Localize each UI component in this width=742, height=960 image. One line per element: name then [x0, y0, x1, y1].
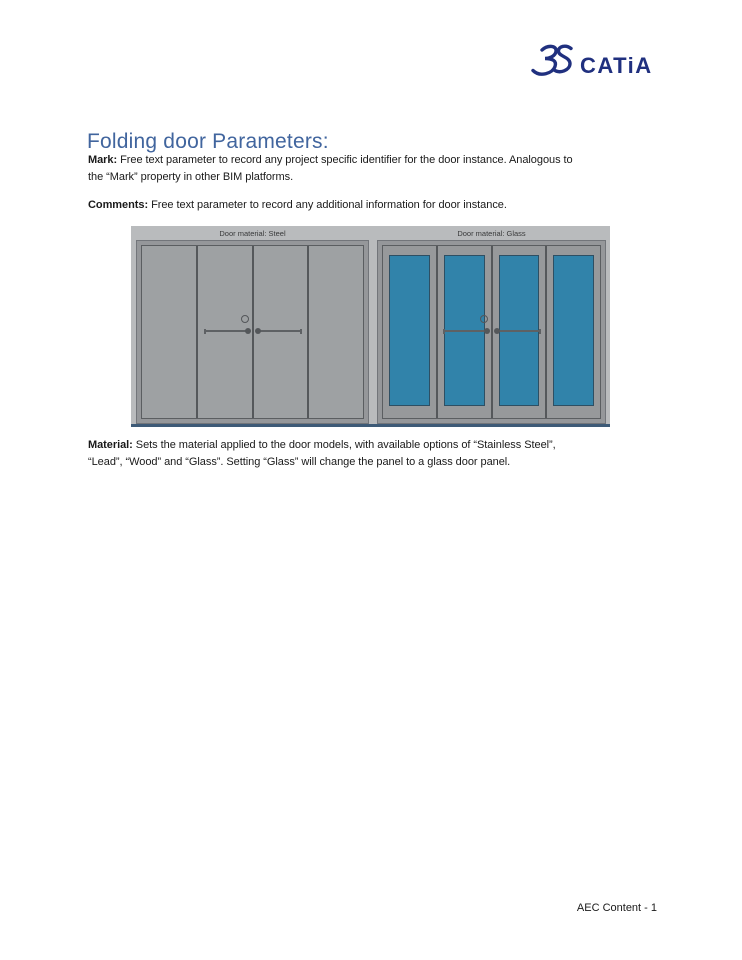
steel-door-panels [141, 245, 364, 419]
mark-text-line2: the “Mark” property in other BIM platforms. [88, 171, 294, 183]
door-panel [545, 246, 600, 418]
door-handle-icon [496, 330, 541, 332]
door-handle-icon [204, 330, 249, 332]
door-panel [383, 246, 436, 418]
paragraph-mark [88, 152, 573, 186]
paragraph-comments [88, 197, 507, 214]
door-comparison-figure [131, 226, 610, 427]
glass-door-caption: Door material: Glass [457, 229, 526, 238]
door-lock-knob-icon [241, 315, 249, 323]
comments-label: Comments: [88, 199, 149, 211]
door-handle-icon [257, 330, 302, 332]
comments-text: Free text parameter to record any additional information for door instance. [148, 199, 507, 211]
mark-text-line1: Free text parameter to record any project specific identifier for the door instance. Analogous to [117, 154, 573, 166]
material-text-line2: “Lead”, “Wood” and “Glass”. Setting “Glass” will change the panel to a glass door panel. [88, 456, 511, 468]
ds-monogram-icon [530, 42, 666, 82]
door-handle-icon [443, 330, 488, 332]
floor-line [131, 424, 610, 427]
page-title: Folding door Parameters: [87, 130, 329, 154]
catia-wordmark: CATiA [580, 53, 653, 78]
door-panel [142, 246, 196, 418]
door-panel [307, 246, 363, 418]
glass-folding-door-image [377, 240, 606, 424]
steel-folding-door-image [136, 240, 369, 424]
paragraph-material [88, 437, 556, 471]
material-label: Material: [88, 439, 133, 451]
glass-pane [553, 255, 594, 406]
material-text-line1: Sets the material applied to the door models, with available options of “Stainless Steel”, [132, 439, 556, 451]
page-footer: AEC Content - 1 [576, 902, 657, 914]
glass-pane [389, 255, 430, 406]
catia-logo [530, 42, 666, 82]
glass-door-panels [382, 245, 601, 419]
steel-door-caption: Door material: Steel [219, 229, 286, 238]
mark-label: Mark: [88, 154, 118, 166]
door-lock-knob-icon [480, 315, 488, 323]
